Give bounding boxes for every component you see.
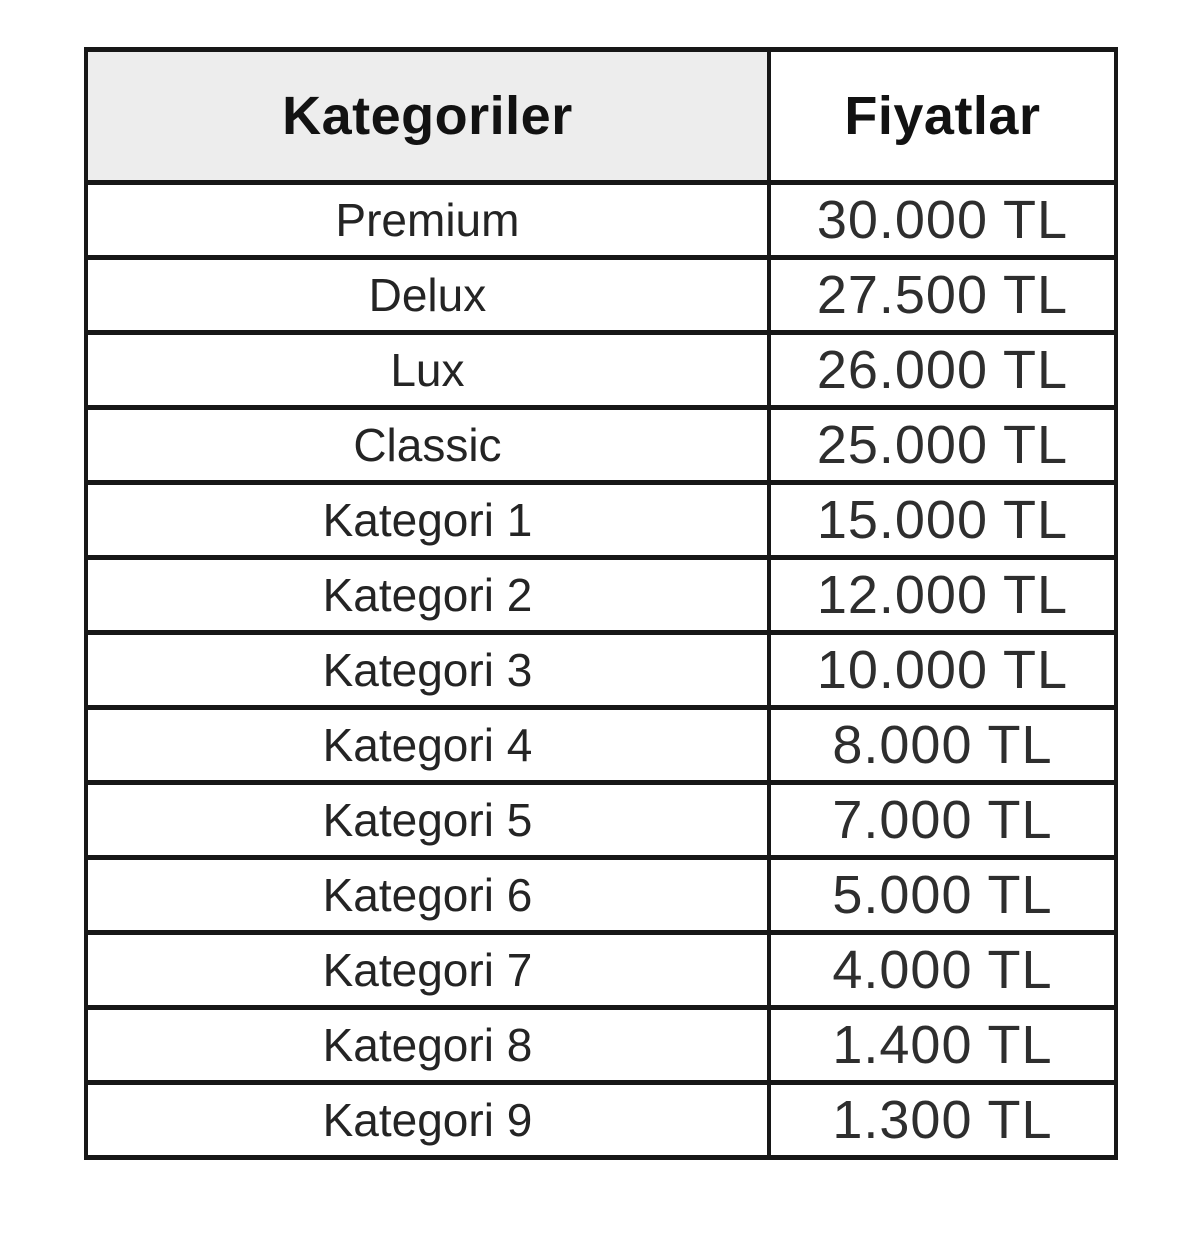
category-cell: Kategori 9 <box>86 1083 769 1158</box>
table-row <box>86 333 1116 408</box>
category-cell: Lux <box>86 333 769 408</box>
column-header-categories: Kategoriler <box>86 50 769 183</box>
table-row <box>86 183 1116 258</box>
category-cell: Kategori 6 <box>86 858 769 933</box>
price-cell: 1.300 TL <box>769 1083 1116 1158</box>
price-cell: 4.000 TL <box>769 933 1116 1008</box>
category-cell: Kategori 3 <box>86 633 769 708</box>
price-cell: 15.000 TL <box>769 483 1116 558</box>
price-cell: 1.400 TL <box>769 1008 1116 1083</box>
price-cell: 30.000 TL <box>769 183 1116 258</box>
price-cell: 7.000 TL <box>769 783 1116 858</box>
category-cell: Classic <box>86 408 769 483</box>
category-cell: Kategori 1 <box>86 483 769 558</box>
table-row <box>86 1008 1116 1083</box>
table-row <box>86 1083 1116 1158</box>
price-cell: 27.500 TL <box>769 258 1116 333</box>
table-row <box>86 483 1116 558</box>
table-row <box>86 408 1116 483</box>
category-cell: Kategori 5 <box>86 783 769 858</box>
price-cell: 8.000 TL <box>769 708 1116 783</box>
table-row <box>86 783 1116 858</box>
price-cell: 5.000 TL <box>769 858 1116 933</box>
price-cell: 26.000 TL <box>769 333 1116 408</box>
table-body <box>86 183 1116 1158</box>
table-row <box>86 258 1116 333</box>
category-cell: Kategori 8 <box>86 1008 769 1083</box>
table-row <box>86 933 1116 1008</box>
category-cell: Kategori 4 <box>86 708 769 783</box>
column-header-prices: Fiyatlar <box>769 50 1116 183</box>
category-cell: Premium <box>86 183 769 258</box>
header-row <box>86 50 1116 183</box>
price-cell: 25.000 TL <box>769 408 1116 483</box>
category-cell: Kategori 7 <box>86 933 769 1008</box>
price-cell: 12.000 TL <box>769 558 1116 633</box>
category-cell: Delux <box>86 258 769 333</box>
price-cell: 10.000 TL <box>769 633 1116 708</box>
price-table <box>84 47 1118 1160</box>
category-cell: Kategori 2 <box>86 558 769 633</box>
table-row <box>86 708 1116 783</box>
table-row <box>86 558 1116 633</box>
table-row <box>86 633 1116 708</box>
table-row <box>86 858 1116 933</box>
